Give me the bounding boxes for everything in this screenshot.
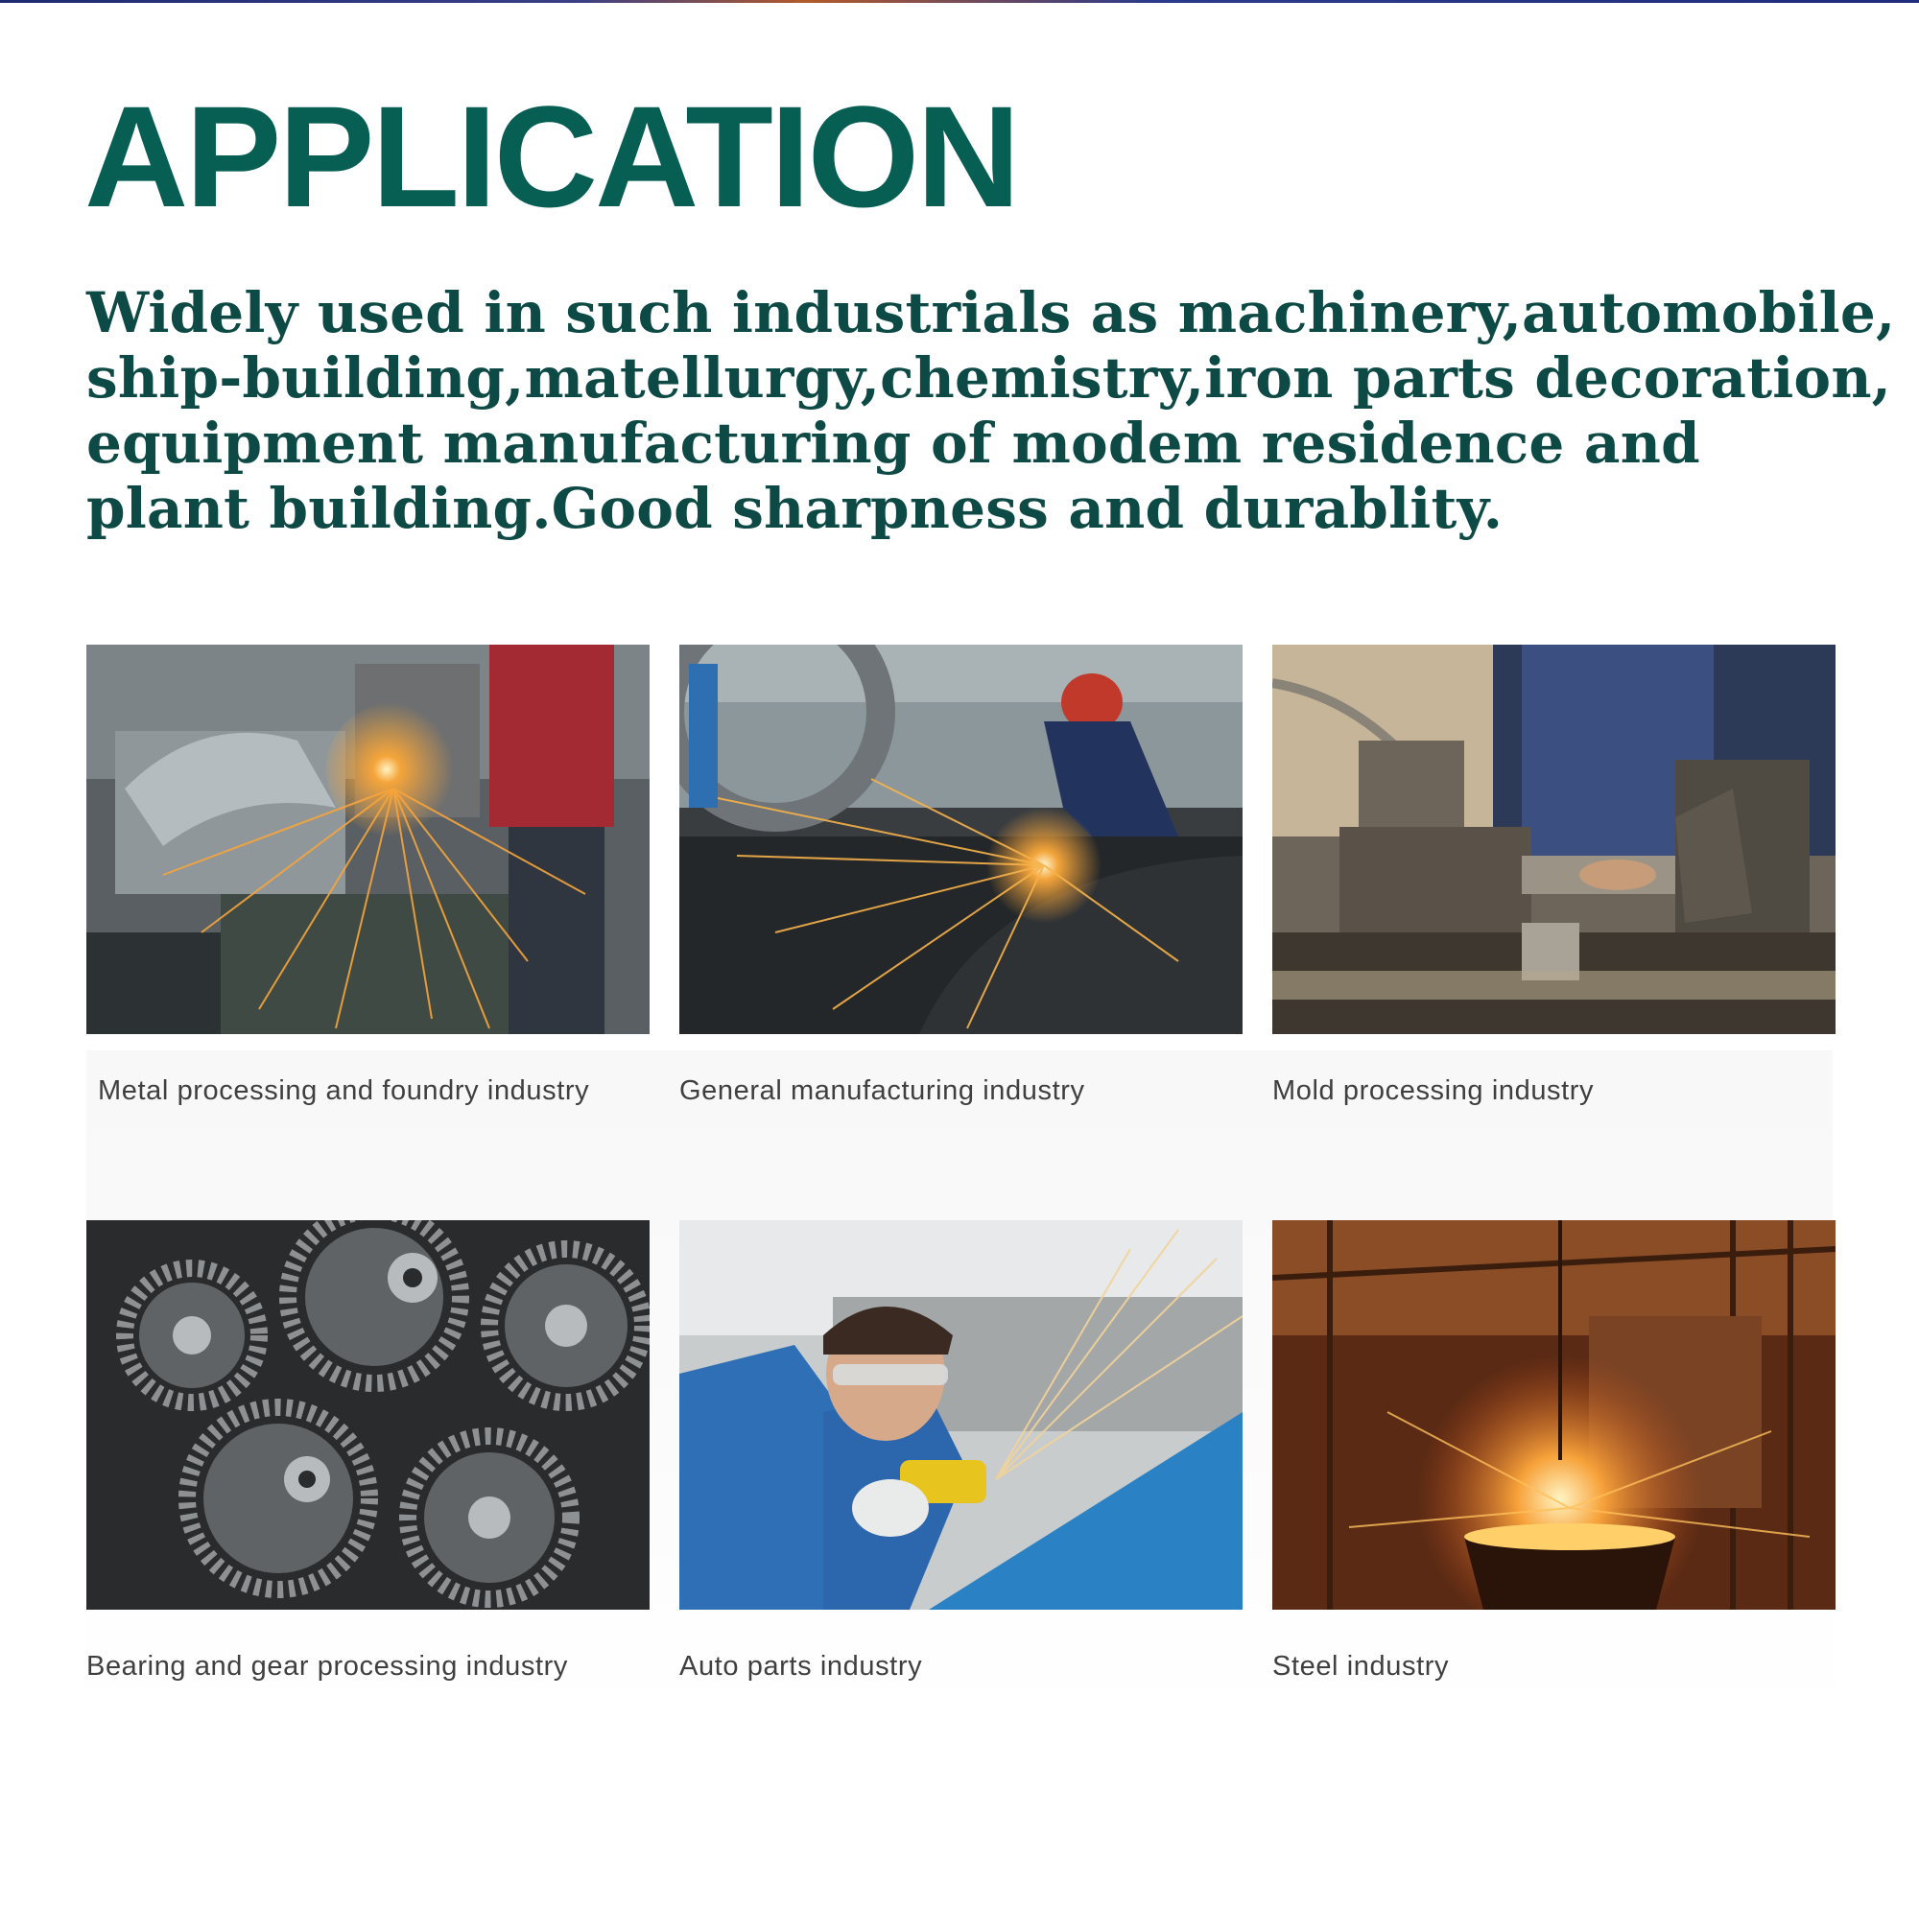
application-caption: Metal processing and foundry industry	[98, 1075, 590, 1106]
application-caption: General manufacturing industry	[679, 1075, 1085, 1106]
application-caption: Steel industry	[1272, 1651, 1450, 1682]
intro-line: Widely used in such industrials as machinery,automobile,	[86, 280, 1896, 345]
intro-line: ship-building,matellurgy,chemistry,iron parts decoration,	[86, 345, 1892, 411]
intro-line: equipment manufacturing of modem residence and	[86, 411, 1700, 476]
intro-paragraph	[86, 280, 1896, 541]
grinding-sparks-photo	[86, 645, 650, 1034]
lathe-machining-photo	[1272, 645, 1836, 1034]
intro-line: plant building.Good sharpness and durablity.	[86, 476, 1504, 541]
application-caption: Auto parts industry	[679, 1651, 923, 1682]
top-accent-bar	[0, 0, 1919, 3]
auto-grinder-photo	[679, 1220, 1243, 1610]
gears-photo	[86, 1220, 650, 1610]
application-caption: Mold processing industry	[1272, 1075, 1595, 1106]
molten-steel-photo	[1272, 1220, 1836, 1610]
welder-grinding-photo	[679, 645, 1243, 1034]
application-caption: Bearing and gear processing industry	[86, 1651, 568, 1682]
page-title: APPLICATION	[84, 76, 1018, 237]
